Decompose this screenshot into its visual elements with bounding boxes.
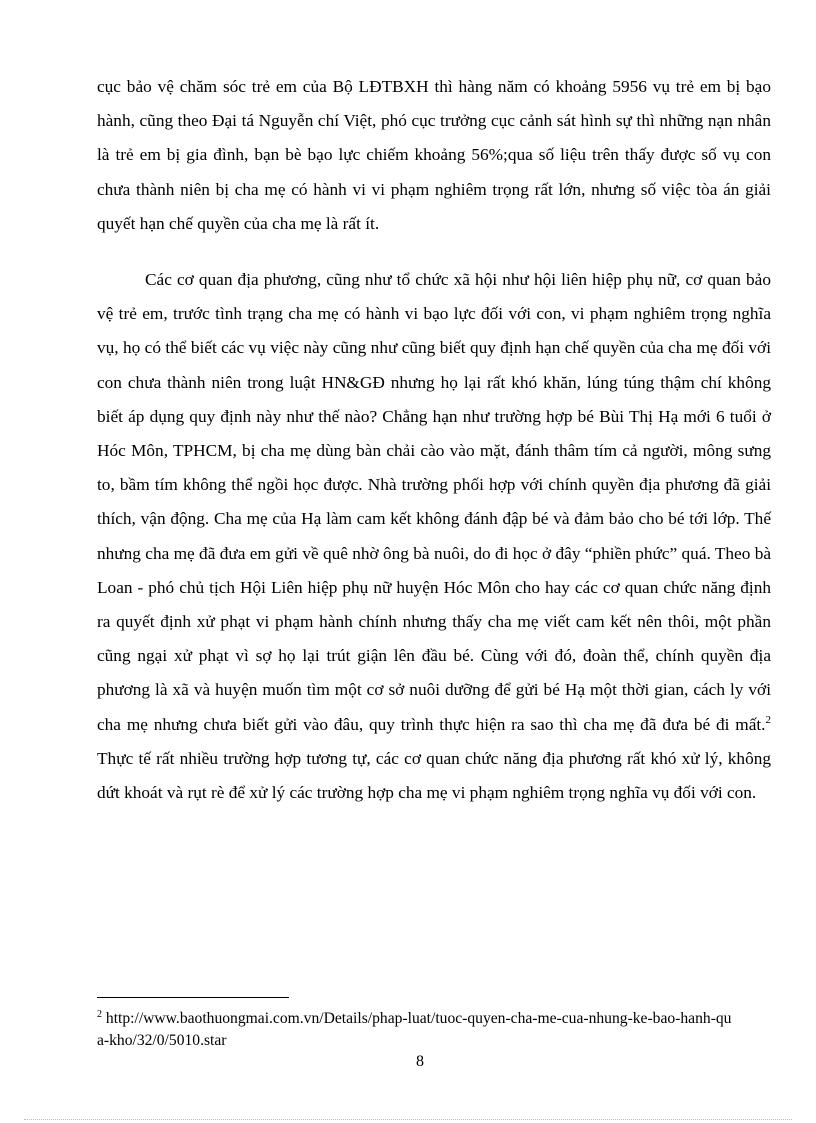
footnote-separator — [97, 997, 289, 998]
page-number: 8 — [416, 1053, 424, 1070]
footnote — [97, 1008, 737, 1052]
paragraph-2-text-end: Thực tế rất nhiều trường hợp tương tự, các cơ quan chức năng địa phương rất khó xử lý, không dứt khoát và rụt rè để xử lý các trường hợp cha mẹ vi phạm nghiêm trọng nghĩa vụ đối với con. — [97, 748, 771, 803]
page-boundary-line — [24, 1119, 792, 1120]
footnote-url[interactable]: http://www.baothuongmai.com.vn/Details/phap-luat/tuoc-quyen-cha-me-cua-nhung-ke-bao-hanh-qua-kho/32/0/5010.star — [97, 1010, 732, 1049]
body-paragraph-2 — [97, 263, 771, 810]
footnote-number: 2 — [97, 1008, 102, 1020]
body-paragraph-1: cục bảo vệ chăm sóc trẻ em của Bộ LĐTBXH thì hàng năm có khoảng 5956 vụ trẻ em bị bạo hành, cũng theo Đại tá Nguyễn chí Việt, phó cục trưởng cục cảnh sát hình sự thì những nạn nhân là trẻ em bị gia đình, bạn bè bạo lực chiếm khoảng 56%;qua số liệu trên thấy được số vụ con chưa thành niên bị cha mẹ có hành vi vi phạm nghiêm trọng rất lớn, nhưng số việc tòa án giải quyết hạn chế quyền của cha mẹ là rất ít. — [97, 77, 771, 233]
paragraph-2-text-start: Các cơ quan địa phương, cũng như tổ chức xã hội như hội liên hiệp phụ nữ, cơ quan bảo vệ trẻ em, trước tình trạng cha mẹ có hành vi bạo lực đối với con, vi phạm nghiêm trọng nghĩa vụ, họ có thể biết các vụ việc này cũng như cũng biết quy định hạn chế quyền của cha mẹ đối với con chưa thành niên trong luật HN&GĐ nhưng họ lại rất khó khăn, lúng túng thậm chí không biết áp dụng quy định này như thế nào? Chẳng hạn như trường hợp bé Bùi Thị Hạ mới 6 tuổi ở Hóc Môn, TPHCM, bị cha mẹ dùng bàn chải cào vào mặt, đánh thâm tím cả người, mông sưng to, bầm tím không thể ngồi học được. Nhà trường phối hợp với chính quyền địa phương đã giải thích, vận động. Cha mẹ của Hạ làm cam kết không đánh đập bé và đảm bảo cho bé tới lớp. Thế nhưng cha mẹ đã đưa em gửi về quê nhờ ông bà nuôi, do đi học ở đây “phiền phức” quá. Theo bà Loan - phó chủ tịch Hội Liên hiệp phụ nữ huyện Hóc Môn cho hay các cơ quan chức năng định ra quyết định xử phạt vi phạm hành chính nhưng thấy cha mẹ viết cam kết nên thôi, một phần cũng ngại xử phạt vì sợ họ lại trút giận lên đầu bé. Cùng với đó, đoàn thể, chính quyền địa phương là xã và huyện muốn tìm một cơ sở nuôi dưỡng để gửi bé Hạ một thời gian, cách ly với cha mẹ nhưng chưa biết gửi vào đâu, quy trình thực hiện ra sao thì cha mẹ đã đưa bé đi mất. — [97, 270, 771, 734]
footnote-reference[interactable]: 2 — [765, 713, 771, 726]
